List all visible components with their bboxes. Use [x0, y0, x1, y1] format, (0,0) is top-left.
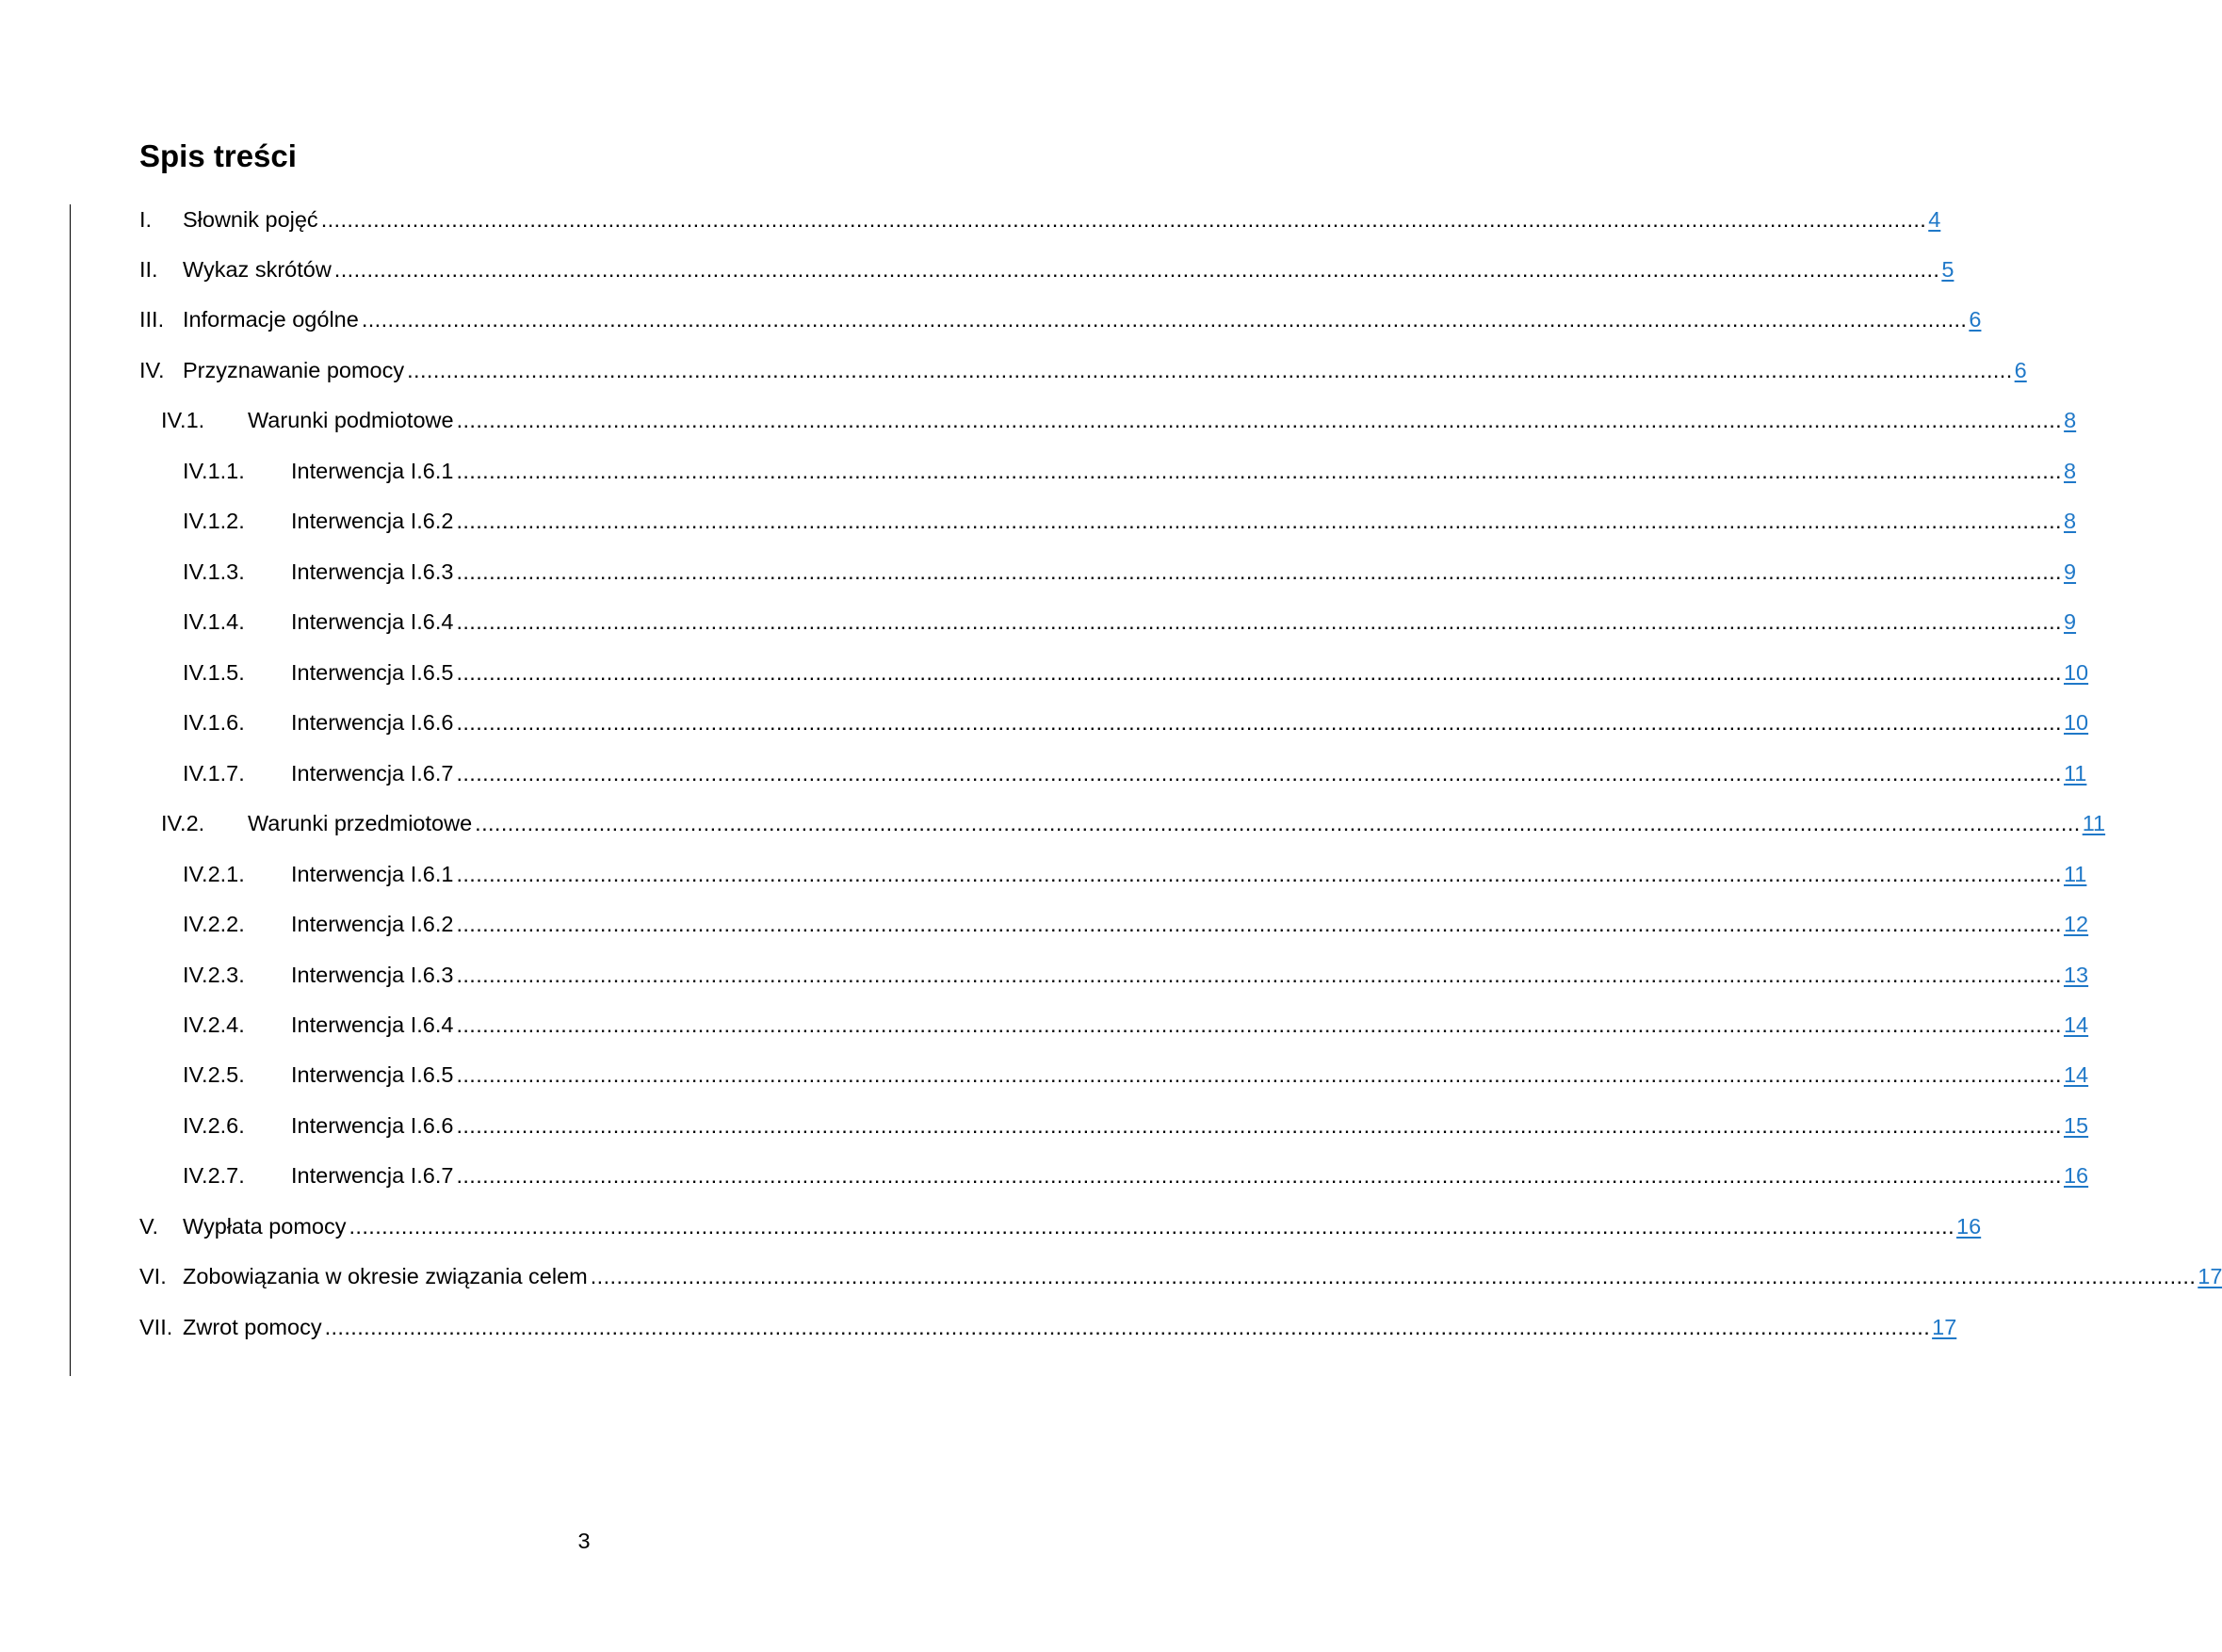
toc-page-link[interactable]: 6	[2014, 358, 2027, 382]
toc-entry[interactable]	[183, 851, 2087, 887]
toc-entry[interactable]	[183, 1002, 2089, 1038]
toc-page-link[interactable]: 8	[2063, 509, 2077, 533]
toc-dot-leader: ......................................................................................................................................................................................................................................................	[456, 1163, 2062, 1188]
toc-entry-number: VII.	[139, 1315, 173, 1339]
toc-dot-leader: ......................................................................................................................................................................................................................................................	[333, 257, 1940, 282]
toc-entry-number: IV.2.5.	[183, 1062, 245, 1087]
toc-entry-label: Interwencja I.6.2	[291, 912, 454, 936]
toc-entry-label: Wykaz skrótów	[183, 257, 332, 282]
toc-entry[interactable]	[183, 952, 2089, 988]
toc-entry-number: IV.1.7.	[183, 761, 245, 786]
toc-page-link[interactable]: 8	[2063, 459, 2077, 483]
toc-dot-leader: ......................................................................................................................................................................................................................................................	[407, 358, 2013, 382]
toc-page-link[interactable]: 4	[1928, 207, 1941, 232]
toc-page-link[interactable]: 6	[1969, 307, 1982, 332]
page-number: 3	[577, 1529, 591, 1553]
toc-entry-label: Interwencja I.6.2	[291, 509, 454, 533]
toc-page-link[interactable]: 9	[2063, 609, 2077, 634]
margin-change-bar	[70, 204, 71, 1376]
toc-page-link[interactable]: 11	[2082, 811, 2106, 835]
toc-page-link[interactable]: 9	[2063, 559, 2077, 584]
toc-entry-number: IV.1.5.	[183, 660, 245, 685]
toc-entry[interactable]	[139, 1304, 1957, 1340]
toc-page-link[interactable]: 15	[2063, 1113, 2089, 1138]
toc-entry-number: IV.1.4.	[183, 609, 245, 634]
toc-entry-label: Zwrot pomocy	[183, 1315, 322, 1339]
toc-page-link[interactable]: 5	[1941, 257, 1954, 282]
toc-entry[interactable]	[183, 498, 2077, 534]
toc-dot-leader: ......................................................................................................................................................................................................................................................	[456, 862, 2062, 886]
toc-dot-leader: ......................................................................................................................................................................................................................................................	[456, 1062, 2062, 1087]
toc-entry-label: Warunki podmiotowe	[248, 408, 454, 432]
toc-entry-label: Interwencja I.6.4	[291, 1012, 454, 1037]
toc-entry-label: Warunki przedmiotowe	[248, 811, 473, 835]
toc-page-link[interactable]: 10	[2063, 660, 2089, 685]
toc-entry-number: III.	[139, 307, 165, 332]
toc-entry-label: Interwencja I.6.3	[291, 559, 454, 584]
toc-dot-leader: ......................................................................................................................................................................................................................................................	[456, 710, 2062, 735]
toc-dot-leader: ......................................................................................................................................................................................................................................................	[361, 307, 1968, 332]
toc-entry-label: Interwencja I.6.6	[291, 710, 454, 735]
toc-dot-leader: ......................................................................................................................................................................................................................................................	[456, 912, 2062, 936]
toc-entry-number: II.	[139, 257, 158, 282]
toc-entry-number: VI.	[139, 1264, 167, 1288]
toc-entry-label: Przyznawanie pomocy	[183, 358, 405, 382]
toc-dot-leader: ......................................................................................................................................................................................................................................................	[320, 207, 1927, 232]
toc-dot-leader: ......................................................................................................................................................................................................................................................	[324, 1315, 1931, 1339]
toc-entry-label: Interwencja I.6.3	[291, 963, 454, 987]
toc-entry[interactable]	[161, 397, 2077, 433]
toc-entry-number: IV.2.1.	[183, 862, 245, 886]
toc-entry-label: Informacje ogólne	[183, 307, 359, 332]
toc-entry-number: IV.2.3.	[183, 963, 245, 987]
toc-entry[interactable]	[139, 1254, 2222, 1289]
toc-entry[interactable]	[139, 297, 1982, 332]
toc-entry-label: Interwencja I.6.7	[291, 761, 454, 786]
toc-entry-label: Interwencja I.6.5	[291, 1062, 454, 1087]
toc-entry[interactable]	[139, 1204, 1982, 1239]
toc-entry[interactable]	[183, 700, 2089, 736]
toc-entry-number: IV.1.2.	[183, 509, 245, 533]
toc-page-link[interactable]: 16	[2063, 1163, 2089, 1188]
toc-entry-number: IV.1.	[161, 408, 205, 432]
toc-dot-leader: ......................................................................................................................................................................................................................................................	[456, 509, 2062, 533]
toc-dot-leader: ......................................................................................................................................................................................................................................................	[590, 1264, 2197, 1288]
toc-entry[interactable]	[183, 448, 2077, 484]
toc-entry[interactable]	[183, 1153, 2089, 1189]
toc-entry[interactable]	[183, 549, 2077, 585]
toc-entry[interactable]	[161, 801, 2106, 836]
toc-dot-leader: ......................................................................................................................................................................................................................................................	[475, 811, 2081, 835]
toc-entry-number: IV.1.3.	[183, 559, 245, 584]
toc-page-link[interactable]: 14	[2063, 1062, 2089, 1087]
toc-page-link[interactable]: 11	[2063, 862, 2087, 886]
toc-entry-label: Interwencja I.6.1	[291, 862, 454, 886]
toc-dot-leader: ......................................................................................................................................................................................................................................................	[456, 408, 2063, 432]
toc-entry[interactable]	[139, 247, 1954, 283]
toc-entry[interactable]	[139, 197, 1941, 233]
toc-page-link[interactable]: 11	[2063, 761, 2087, 786]
toc-entry-number: IV.	[139, 358, 165, 382]
toc-page-link[interactable]: 17	[1932, 1315, 1957, 1339]
toc-entry-label: Interwencja I.6.5	[291, 660, 454, 685]
toc-entry[interactable]	[183, 1103, 2089, 1139]
page-title: Spis treści	[139, 138, 297, 173]
toc-entry-label: Interwencja I.6.6	[291, 1113, 454, 1138]
toc-entry-label: Słownik pojęć	[183, 207, 318, 232]
toc-entry-label: Zobowiązania w okresie związania celem	[183, 1264, 588, 1288]
toc-entry-number: IV.1.6.	[183, 710, 245, 735]
toc-entry-number: IV.1.1.	[183, 459, 245, 483]
toc-page-link[interactable]: 14	[2063, 1012, 2089, 1037]
toc-page-link[interactable]: 8	[2064, 408, 2077, 432]
toc-dot-leader: ......................................................................................................................................................................................................................................................	[349, 1214, 1955, 1239]
toc-page-link[interactable]: 17	[2198, 1264, 2222, 1288]
toc-entry-label: Interwencja I.6.1	[291, 459, 454, 483]
toc-dot-leader: ......................................................................................................................................................................................................................................................	[456, 1113, 2062, 1138]
toc-entry[interactable]	[139, 348, 2027, 383]
toc-dot-leader: ......................................................................................................................................................................................................................................................	[456, 761, 2062, 786]
toc-entry-label: Interwencja I.6.4	[291, 609, 454, 634]
toc-entry-number: IV.2.	[161, 811, 205, 835]
toc-page-link[interactable]: 10	[2063, 710, 2089, 735]
toc-dot-leader: ......................................................................................................................................................................................................................................................	[456, 963, 2062, 987]
toc-page-link[interactable]: 12	[2063, 912, 2089, 936]
toc-entry-label: Wypłata pomocy	[183, 1214, 347, 1239]
toc-entry-number: IV.2.6.	[183, 1113, 245, 1138]
toc-entry-number: I.	[139, 207, 153, 232]
toc-entry[interactable]	[183, 650, 2089, 686]
toc-entry-number: IV.2.7.	[183, 1163, 245, 1188]
toc-entry-number: IV.2.2.	[183, 912, 245, 936]
toc-entry[interactable]	[183, 599, 2077, 635]
toc-dot-leader: ......................................................................................................................................................................................................................................................	[456, 559, 2062, 584]
toc-dot-leader: ......................................................................................................................................................................................................................................................	[456, 1012, 2062, 1037]
toc-entry[interactable]	[183, 751, 2087, 786]
toc-entry-number: IV.2.4.	[183, 1012, 245, 1037]
toc-page-link[interactable]: 13	[2063, 963, 2089, 987]
toc-dot-leader: ......................................................................................................................................................................................................................................................	[456, 459, 2062, 483]
toc-entry[interactable]	[183, 1052, 2089, 1088]
toc-entry-label: Interwencja I.6.7	[291, 1163, 454, 1188]
toc-entry[interactable]	[183, 901, 2089, 937]
toc-page-link[interactable]: 16	[1956, 1214, 1982, 1239]
toc-entry-number: V.	[139, 1214, 159, 1239]
toc-dot-leader: ......................................................................................................................................................................................................................................................	[456, 609, 2062, 634]
toc-dot-leader: ......................................................................................................................................................................................................................................................	[456, 660, 2062, 685]
